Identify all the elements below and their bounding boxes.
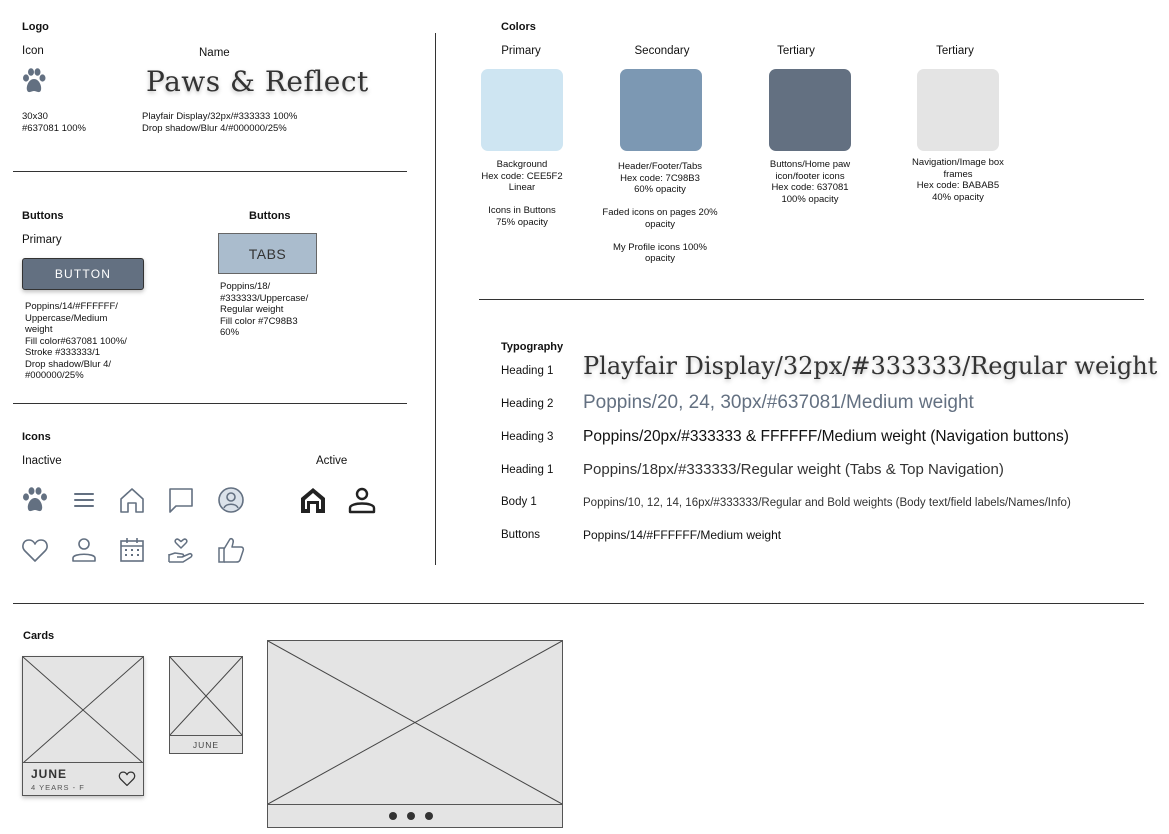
card-label: JUNE <box>192 740 220 750</box>
image-placeholder <box>268 641 562 804</box>
logo-section-title: Logo <box>22 21 49 33</box>
swatch-secondary <box>620 69 702 151</box>
card-subtitle: 4 YEARS - F <box>31 783 85 792</box>
primary-button-spec: Poppins/14/#FFFFFF/ Uppercase/Medium weight Fill color#637081 100%/ Stroke #333333/1 Drop shadow/Blur 4/ #000000/25% <box>25 301 127 381</box>
image-carousel[interactable] <box>267 640 563 828</box>
menu-icon <box>69 485 99 515</box>
tabs-button[interactable]: TABS <box>218 233 317 274</box>
buttons-section-title: Buttons <box>22 210 64 222</box>
swatch-desc-tertiary-2: Navigation/Image box frames Hex code: BABAB5 40% opacity <box>912 157 1004 203</box>
calendar-icon <box>117 535 147 565</box>
swatch-title-secondary: Secondary <box>634 45 690 57</box>
card-title: JUNE <box>31 767 68 781</box>
type-label-buttons: Buttons <box>501 529 540 541</box>
cards-section-title: Cards <box>23 630 55 642</box>
buttons-tabs-title: Buttons <box>249 210 291 222</box>
type-label-body-1: Body 1 <box>501 496 537 508</box>
brand-name: Paws & Reflect <box>146 65 369 98</box>
primary-button[interactable]: BUTTON <box>22 258 144 290</box>
donate-hand-icon <box>166 535 196 565</box>
tabs-button-spec: Poppins/18/ #333333/Uppercase/ Regular weight Fill color #7C98B3 60% <box>220 281 309 338</box>
type-sample-heading-1: Playfair Display/32px/#333333/Regular weight <box>583 352 1158 380</box>
active-label: Active <box>316 455 348 467</box>
type-sample-body-1: Poppins/10, 12, 14, 16px/#333333/Regular and Bold weights (Body text/field labels/Names/Info) <box>583 497 1071 509</box>
name-spec: Playfair Display/32px/#333333 100% Drop shadow/Blur 4/#000000/25% <box>142 111 298 134</box>
swatch-title-tertiary-2: Tertiary <box>936 45 974 57</box>
home-icon <box>117 485 147 515</box>
thumbs-up-icon <box>216 535 246 565</box>
type-sample-heading-1b: Poppins/18px/#333333/Regular weight (Tabs & Top Navigation) <box>583 461 1004 478</box>
swatch-desc-tertiary: Buttons/Home paw icon/footer icons Hex code: 637081 100% opacity <box>769 159 851 205</box>
swatch-title-primary: Primary <box>501 45 541 57</box>
image-placeholder <box>170 657 242 735</box>
pet-card[interactable] <box>22 656 144 796</box>
column-divider <box>435 33 436 565</box>
icons-section-title: Icons <box>22 431 51 443</box>
swatch-desc-secondary: Header/Footer/Tabs Hex code: 7C98B3 60% opacity Faded icons on pages 20% opacity My Profile icons 100% opacity <box>602 161 718 264</box>
carousel-dot[interactable] <box>425 812 433 820</box>
paw-icon <box>20 485 50 515</box>
typography-section-title: Typography <box>501 341 564 353</box>
person-icon <box>347 485 377 515</box>
type-label-heading-2: Heading 2 <box>501 398 554 410</box>
swatch-title-tertiary: Tertiary <box>777 45 815 57</box>
primary-label: Primary <box>22 234 62 246</box>
heart-icon <box>20 535 50 565</box>
profile-circle-icon <box>216 485 246 515</box>
divider-cards <box>13 603 1144 604</box>
type-label-heading-1: Heading 1 <box>501 365 554 377</box>
inactive-label: Inactive <box>22 455 62 467</box>
swatch-tertiary <box>769 69 851 151</box>
carousel-dot[interactable] <box>389 812 397 820</box>
swatch-primary <box>481 69 563 151</box>
divider-logo <box>13 171 407 172</box>
logo-name-label: Name <box>199 47 230 59</box>
type-sample-buttons: Poppins/14/#FFFFFF/Medium weight <box>583 528 782 542</box>
person-icon <box>69 535 99 565</box>
divider-colors <box>479 299 1144 300</box>
type-label-heading-3: Heading 3 <box>501 431 554 443</box>
swatch-tertiary-2 <box>917 69 999 151</box>
home-icon <box>298 485 328 515</box>
small-card[interactable] <box>169 656 243 754</box>
swatch-desc-primary: Background Hex code: CEE5F2 Linear Icons in Buttons 75% opacity <box>481 159 563 228</box>
type-sample-heading-3: Poppins/20px/#333333 & FFFFFF/Medium weight (Navigation buttons) <box>583 428 1069 445</box>
paw-icon <box>21 67 47 95</box>
logo-icon-label: Icon <box>22 45 44 57</box>
colors-section-title: Colors <box>501 21 536 33</box>
divider-buttons <box>13 403 407 404</box>
carousel-dot[interactable] <box>407 812 415 820</box>
type-label-heading-1b: Heading 1 <box>501 464 554 476</box>
chat-icon <box>166 485 196 515</box>
image-placeholder <box>23 657 143 763</box>
heart-icon[interactable] <box>117 769 137 788</box>
icon-spec: 30x30 #637081 100% <box>22 111 86 134</box>
type-sample-heading-2: Poppins/20, 24, 30px/#637081/Medium weight <box>583 392 974 413</box>
